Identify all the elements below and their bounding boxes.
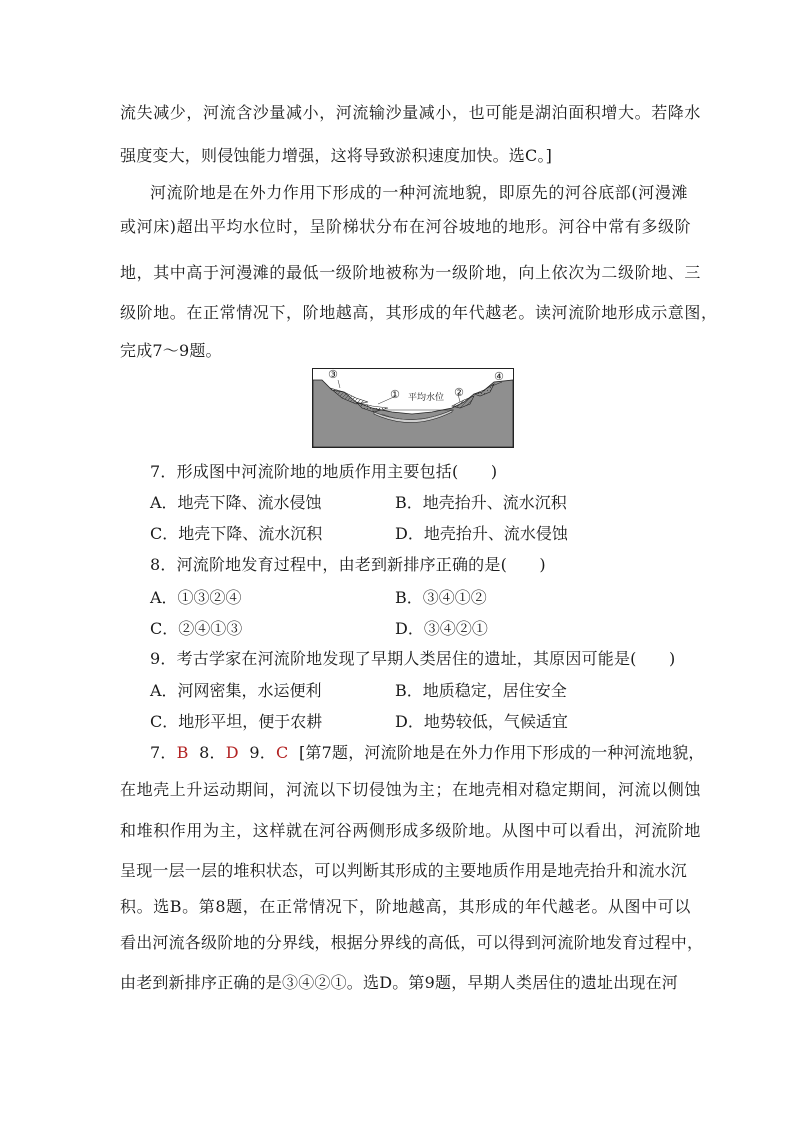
answer-8-number: 8． [199,743,226,762]
question-8-option-a: A．①③②④ [150,588,242,607]
answer-8: D [225,743,239,762]
terrace-label-2: ② [454,386,464,399]
question-8-option-d: D．③④②① [395,619,488,638]
prev-explanation-line-1: 流失减少，河流含沙量减小，河流输沙量减小，也可能是湖泊面积增大。若降水 [120,103,702,122]
question-8-stem: 8．河流阶地发育过程中，由老到新排序正确的是( ) [150,555,546,574]
intro-line-4: 级阶地。在正常情况下，阶地越高，其形成的年代越老。读河流阶地形成示意图， [120,303,718,322]
explanation-line-6: 看出河流各级阶地的分界线，根据分界线的高低，可以得到河流阶地发育过程中， [120,933,704,952]
question-7-option-a: A．地壳下降、流水侵蚀 [150,493,322,512]
answer-9: C [275,743,289,762]
question-7-option-c: C．地壳下降、流水沉积 [150,524,323,543]
explanation-line-2: 在地壳上升运动期间，河流以下切侵蚀为主；在地壳相对稳定期间，河流以侧蚀 [120,780,702,799]
question-7-stem: 7．形成图中河流阶地的地质作用主要包括( ) [150,462,498,481]
river-terrace-diagram [312,368,514,448]
explanation-line-3: 和堆积作用为主，这样就在河谷两侧形成多级阶地。从图中可以看出，河流阶地 [120,821,702,840]
intro-line-1: 河流阶地是在外力作用下形成的一种河流地貌，即原先的河谷底部(河漫滩 [150,183,689,202]
question-7-option-d: D．地壳抬升、流水侵蚀 [395,524,568,543]
water-level-label: 平均水位 [408,393,445,403]
terrace-label-3: ③ [328,368,338,381]
question-7-option-b: B．地壳抬升、流水沉积 [395,493,567,512]
question-9-option-c: C．地形平坦，便于农耕 [150,712,323,731]
terrace-label-1: ① [390,388,400,401]
intro-line-3: 地，其中高于河漫滩的最低一级阶地被称为一级阶地，向上依次为二级阶地、三 [120,263,702,282]
question-9-option-b: B．地质稳定，居住安全 [395,681,567,700]
question-8-option-c: C．②④①③ [150,619,243,638]
answer-9-number: 9． [249,743,276,762]
answers-line-1 [150,740,705,763]
terrace-label-4: ④ [494,370,504,383]
question-9-stem: 9．考古学家在河流阶地发现了早期人类居住的遗址，其原因可能是( ) [150,649,676,668]
question-8-option-b: B．③④①② [395,588,487,607]
intro-line-5: 完成7～9题。 [120,341,222,360]
answer-7-number: 7． [150,743,177,762]
prev-explanation-line-2: 强度变大，则侵蚀能力增强，这将导致淤积速度加快。选C。] [120,146,553,165]
explanation-line-5: 积。选B。第8题，在正常情况下，阶地越高，其形成的年代越老。从图中可以 [120,897,691,916]
answer-7: B [176,743,189,762]
explanation-line-4: 呈现一层一层的堆积状态，可以判断其形成的主要地质作用是地壳抬升和流水沉 [120,861,688,880]
question-9-option-a: A．河网密集，水运便利 [150,681,322,700]
explanation-start: [第7题，河流阶地是在外力作用下形成的一种河流地貌， [298,743,705,762]
intro-line-2: 或河床)超出平均水位时，呈阶梯状分布在河谷坡地的地形。河谷中常有多级阶 [120,217,692,236]
question-9-option-d: D．地势较低，气候适宜 [395,712,568,731]
explanation-line-7: 由老到新排序正确的是③④②①。选D。第9题，早期人类居住的遗址出现在河 [120,973,679,992]
